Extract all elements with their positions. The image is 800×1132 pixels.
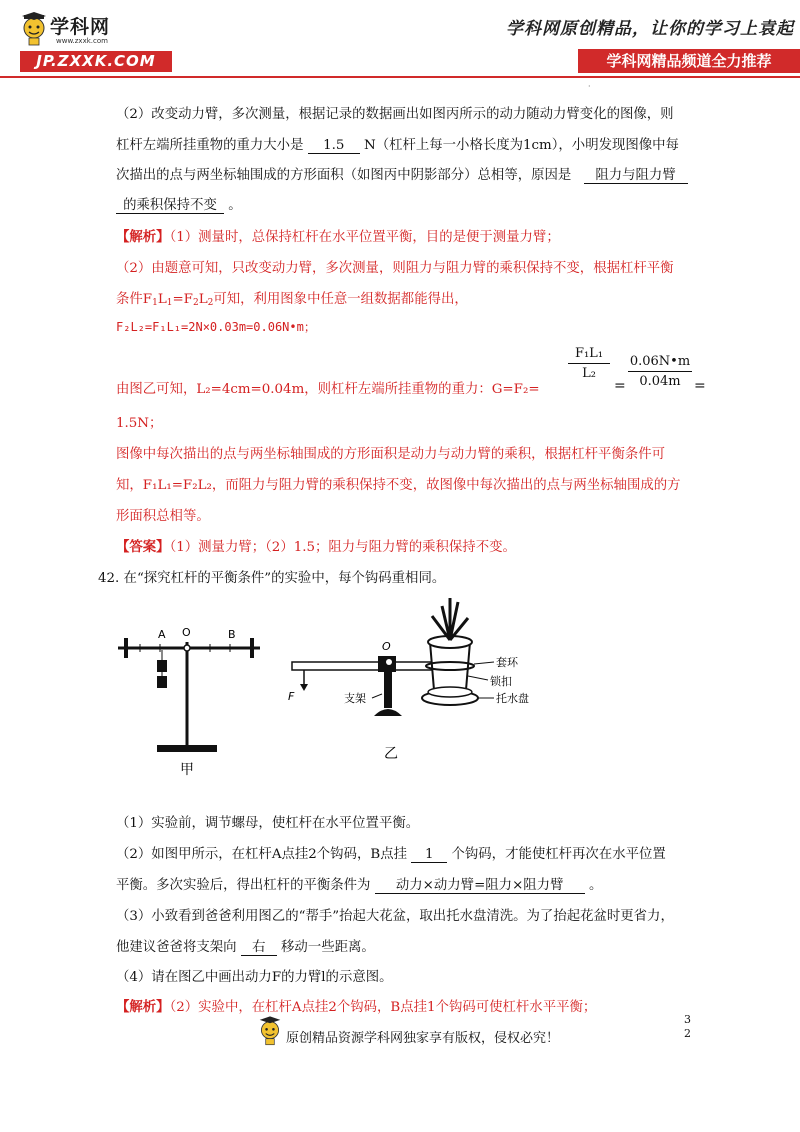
fraction-bar xyxy=(628,371,692,372)
ring-label: 套环 xyxy=(496,656,518,669)
footer-mascot-icon xyxy=(258,1016,282,1046)
fraction-values xyxy=(628,354,692,389)
question-text: 42. 在“探究杠杆的平衡条件”的实验中，每个钩码重相同。 xyxy=(98,571,446,586)
answer-blank-hooks: 1 xyxy=(411,847,447,863)
question-text: 次描出的点与两坐标轴围成的方形面积（如图丙中阴影部分）总相等，原因是 xyxy=(116,168,572,183)
analysis-text: 由图乙可知，L₂=4cm=0.04m，则杠杆左端所挂重物的重力：G=F₂= xyxy=(116,382,540,397)
question-text: 。 xyxy=(588,878,603,893)
question-text: （3）小致看到爸爸利用图乙的“帮手”抬起大花盆，取出托水盘清洗。为了抬起花盆时更省力， xyxy=(116,909,674,924)
question-line-4 xyxy=(116,194,242,214)
question-text: N（杠杆上每一小格长度为1cm），小明发现图像中每 xyxy=(364,138,679,153)
analysis-text: 1.5N； xyxy=(116,416,163,431)
logo-title: 学科网 xyxy=(50,16,111,38)
question-text: 杠杆左端所挂重物的重力大小是 xyxy=(116,138,304,153)
analysis-text: 形面积总相等。 xyxy=(116,509,210,524)
analysis-tag: 【解析】 xyxy=(116,229,170,245)
question-42-analysis xyxy=(116,996,596,1015)
tray-label: 托水盘 xyxy=(496,692,529,705)
answer-text: （1）测量力臂；（2）1.5；阻力与阻力臂的乘积保持不变。 xyxy=(169,540,516,555)
question-text: （4）请在图乙中画出动力F的力臂l的示意图。 xyxy=(116,970,393,985)
analysis-text: 条件F xyxy=(116,292,153,307)
analysis-line-4 xyxy=(116,318,316,335)
mascot-icon xyxy=(20,12,48,46)
fraction-numerator: F₁L₁ xyxy=(574,346,604,361)
question-42-part-3-cont xyxy=(116,936,375,956)
fraction-numerator: 0.06N•m xyxy=(629,354,691,369)
page-number xyxy=(684,1013,691,1041)
answer-blank-reason-cont: 的乘积保持不变 xyxy=(116,194,224,214)
analysis-line-1 xyxy=(116,226,560,245)
answer-line xyxy=(116,536,516,555)
analysis-text: L xyxy=(157,292,167,307)
equals-sign: = xyxy=(614,378,626,394)
analysis-text: 图像中每次描出的点与两坐标轴围成的方形面积是动力与动力臂的乘积，根据杠杆平衡条件可 xyxy=(116,447,666,462)
question-line-3 xyxy=(116,164,688,184)
question-text: 他建议爸爸将支架向 xyxy=(116,940,237,955)
figure-jia-caption: 甲 xyxy=(180,762,194,778)
analysis-text: 可知，利用图象中任意一组数据都能得出， xyxy=(213,292,468,307)
analysis-text: 知，F₁L₁=F₂L₂，而阻力与阻力臂的乘积保持不变，故图像中每次描出的点与两坐标轴围成的方 xyxy=(116,478,681,493)
fraction-denominator: L₂ xyxy=(582,366,596,381)
analysis-tag: 【解析】 xyxy=(116,999,170,1015)
analysis-line-7 xyxy=(116,443,665,462)
header-slogan-bar: 学科网精品频道全力推荐 xyxy=(578,49,800,73)
question-42-part-1 xyxy=(116,812,419,831)
answer-blank-gravity: 1.5 xyxy=(308,138,360,154)
clasp-label: 锁扣 xyxy=(490,675,512,688)
analysis-text: （1）测量时，总保持杠杆在水平位置平衡，目的是便于测量力臂； xyxy=(169,230,560,245)
subscript: 2 xyxy=(207,298,214,308)
question-text: （1）实验前，调节螺母，使杠杆在水平位置平衡。 xyxy=(116,816,420,831)
subscript: 1 xyxy=(152,298,158,308)
logo-url: www.zxxk.com xyxy=(56,37,108,45)
answer-blank-reason: 阻力与阻力臂 xyxy=(584,164,688,184)
analysis-text: L xyxy=(198,292,208,307)
analysis-line-9 xyxy=(116,505,210,524)
question-text: 移动一些距离。 xyxy=(281,940,375,955)
subscript: 1 xyxy=(166,298,173,308)
answer-blank-direction: 右 xyxy=(241,936,277,956)
question-text: 平衡。多次实验后，得出杠杆的平衡条件为 xyxy=(116,878,371,893)
question-42-part-2-cont xyxy=(116,874,602,894)
question-42-part-2 xyxy=(116,843,666,863)
analysis-line-2 xyxy=(116,257,674,276)
answer-blank-condition: 动力×动力臂=阻力×阻力臂 xyxy=(375,874,585,894)
fraction-bar xyxy=(568,363,610,364)
equals-sign: = xyxy=(694,378,706,394)
header-divider xyxy=(0,76,800,78)
analysis-line-5 xyxy=(116,378,540,397)
question-line-2 xyxy=(116,134,679,154)
header-dot: · xyxy=(588,82,591,91)
pivot-o-label: O xyxy=(182,626,191,639)
question-text: 个钩码，才能使杠杆再次在水平位置 xyxy=(451,847,666,862)
analysis-line-6 xyxy=(116,412,162,431)
point-b-label: B xyxy=(228,628,236,641)
point-a-label: A xyxy=(158,628,166,641)
header-slogan: 学科网原创精品，让你的学习上袁起 xyxy=(506,19,794,39)
fraction-f1l1-over-l2 xyxy=(568,346,610,381)
page-number-current: 3 xyxy=(684,1013,691,1026)
logo-domain-bar: JP.ZXXK.COM xyxy=(20,51,172,72)
question-text: （2）如图甲所示，在杠杆A点挂2个钩码，B点挂 xyxy=(116,847,407,862)
figure-yi-caption: 乙 xyxy=(384,746,398,762)
question-42-part-4 xyxy=(116,966,393,985)
fraction-denominator: 0.04m xyxy=(639,374,681,389)
analysis-line-3 xyxy=(116,288,468,308)
analysis-formula: F₂L₂=F₁L₁=2N×0.03m=0.06N•m； xyxy=(116,320,316,334)
analysis-text: （2）由题意可知，只改变动力臂，多次测量，则阻力与阻力臂的乘积保持不变，根据杠杆平衡 xyxy=(116,261,674,276)
pivot-o-label: O xyxy=(382,640,391,653)
figure-jia-lever-stand xyxy=(110,620,270,780)
answer-tag: 【答案】 xyxy=(116,539,170,555)
analysis-text: =F xyxy=(172,292,193,307)
question-42-part-3 xyxy=(116,905,674,924)
footer-copyright: 原创精品资源学科网独家享有版权，侵权必究！ xyxy=(286,1031,560,1046)
question-text: （2）改变动力臂，多次测量，根据记录的数据画出如图丙所示的动力随动力臂变化的图像，则 xyxy=(116,107,674,122)
page-number-total: 2 xyxy=(684,1027,691,1040)
question-text: 。 xyxy=(228,198,242,213)
zxxk-logo xyxy=(20,12,185,72)
page-header xyxy=(0,0,800,91)
question-42-stem xyxy=(98,567,445,586)
subscript: 2 xyxy=(192,298,199,308)
question-line-1 xyxy=(116,103,674,122)
analysis-text: （2）实验中，在杠杆A点挂2个钩码，B点挂1个钩码可使杠杆水平平衡； xyxy=(169,1000,597,1015)
analysis-line-8 xyxy=(116,474,681,493)
stand-label: 支架 xyxy=(344,692,366,705)
force-f-label: F xyxy=(288,690,295,703)
figure-yi-flowerpot-lever xyxy=(282,594,562,774)
